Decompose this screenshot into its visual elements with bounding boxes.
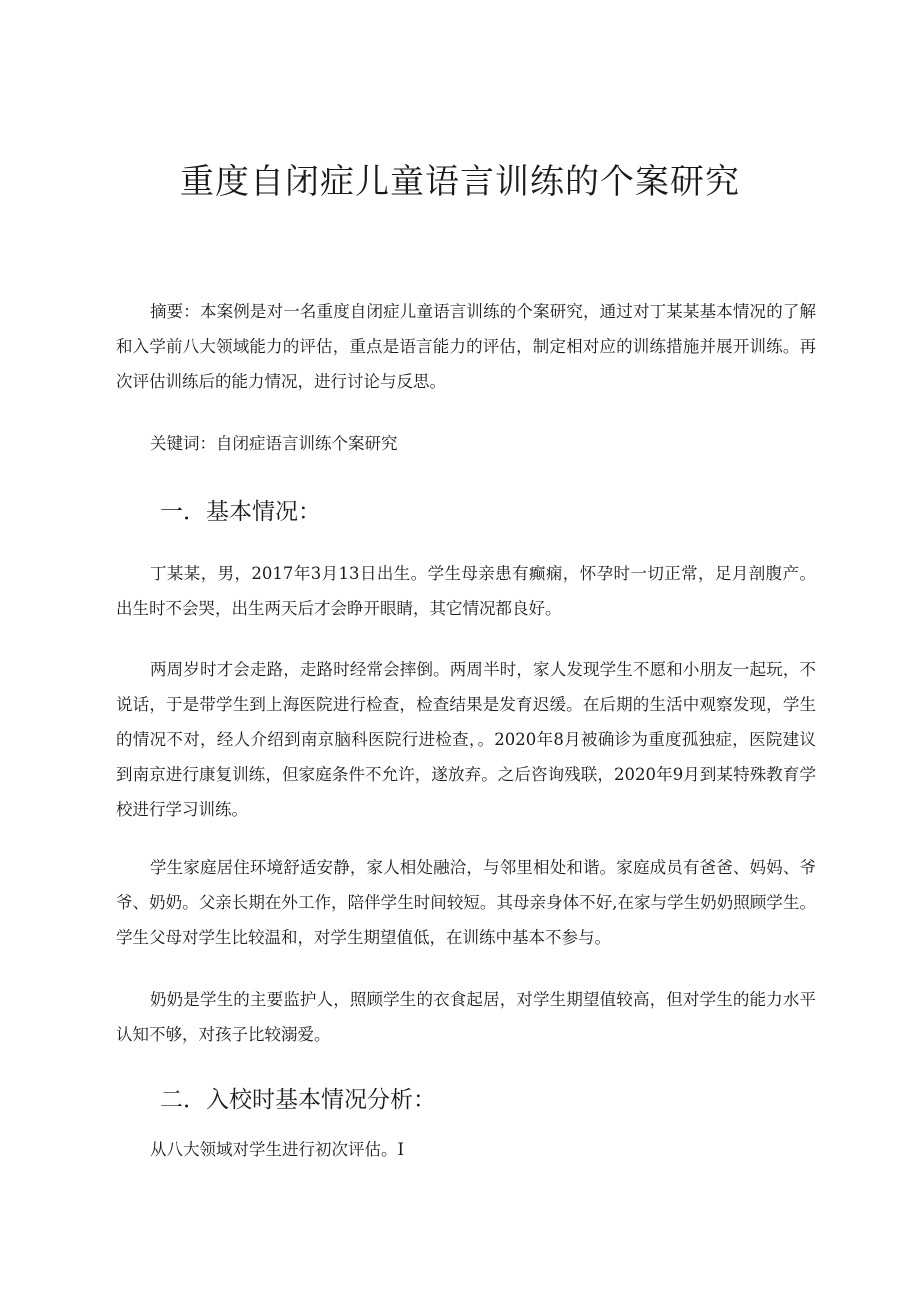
section-heading-basic-info: 一．基本情况： <box>160 499 321 525</box>
abstract-paragraph: 摘要：本案例是对一名重度自闭症儿童语言训练的个案研究，通过对丁某某基本情况的了解和入学前八大领域能力的评估，重点是语言能力的评估，制定相对应的训练措施并展开训练。再次评估训练后的能力情况，进行讨论与反思。 <box>116 302 816 391</box>
document-title: 重度自闭症儿童语言训练的个案研究 <box>180 162 740 202</box>
body-paragraph: 学生家庭居住环境舒适安静，家人相处融洽，与邻里相处和谐。家庭成员有爸爸、妈妈、爷爷、奶奶。父亲长期在外工作，陪伴学生时间较短。其母亲身体不好,在家与学生奶奶照顾学生。学生父母对学生比较温和，对学生期望值低，在训练中基本不参与。 <box>116 858 816 947</box>
keywords-line: 关键词：自闭症语言训练个案研究 <box>150 434 398 453</box>
body-paragraph: 两周岁时才会走路，走路时经常会摔倒。两周半时，家人发现学生不愿和小朋友一起玩，不说话，于是带学生到上海医院进行检查，检查结果是发育迟缓。在后期的生活中观察发现，学生的情况不对，经人介绍到南京脑科医院行进检查，。2020年8月被确诊为重度孤独症，医院建议到南京进行康复训练，但家庭条件不允许，遂放弃。之后咨询残联，2020年9月到某特殊教育学校进行学习训练。 <box>116 660 816 819</box>
section-heading-enrollment-analysis: 二．入校时基本情况分析： <box>160 1087 436 1113</box>
body-paragraph: 从八大领域对学生进行初次评估。I <box>150 1140 405 1159</box>
body-paragraph: 丁某某，男，2017年3月13日出生。学生母亲患有癫痫，怀孕时一切正常，足月剖腹产。出生时不会哭，出生两天后才会睁开眼睛，其它情况都良好。 <box>116 564 816 618</box>
body-paragraph: 奶奶是学生的主要监护人，照顾学生的衣食起居，对学生期望值较高，但对学生的能力水平认知不够，对孩子比较溺爱。 <box>116 990 816 1044</box>
